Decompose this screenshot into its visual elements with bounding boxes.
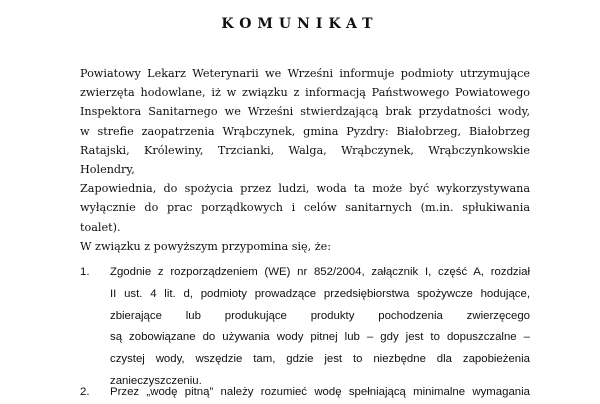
intro-paragraph: [80, 64, 530, 256]
list-item-line: Zgodnie z rozporządzeniem (WE) nr 852/2004, załącznik I, część A, rozdział: [110, 266, 530, 278]
intro-line: Inspektora Sanitarnego we Wrześni stwierdzającą brak przydatności wody,: [80, 105, 530, 119]
intro-line: wyłącznie do prac porządkowych i celów sanitarnych (m.in. spłukiwania toalet).: [80, 201, 530, 234]
list-item-line: Przez „wodę pitną” należy rozumieć wodę spełniającą minimalne wymagania: [110, 386, 530, 398]
list-item-number: 2.: [80, 386, 90, 398]
intro-line: w strefie zaopatrzenia Wrąbczynek, gmina Pyzdry: Białobrzeg, Białobrzeg: [80, 124, 530, 138]
intro-line: Powiatowy Lekarz Weterynarii we Wrześni informuje podmioty utrzymujące: [80, 67, 530, 80]
list-item-line: są zobowiązane do używania wody pitnej lub – gdy jest to dopuszczalne –: [110, 331, 530, 344]
list-item: [80, 262, 530, 393]
list-item-line: zanieczyszczeniu.: [110, 374, 202, 387]
list-item-line: zbierające lub produkujące produkty pochodzenia zwierzęcego: [110, 309, 530, 322]
list-item: [80, 382, 530, 404]
intro-line: Zapowiednia, do spożycia przez ludzi, woda ta może być wykorzystywana: [80, 182, 530, 196]
list-item-line: II ust. 4 lit. d, podmioty prowadzące przedsiębiorstwa spożywcze hodujące,: [110, 287, 530, 300]
intro-line: Ratajski, Królewiny, Trzcianki, Walga, Wrąbczynek, Wrąbczynkowskie Holendry,: [80, 143, 530, 177]
list-item-number: 1.: [80, 266, 90, 278]
intro-line: zwierzęta hodowlane, iż w związku z informacją Państwowego Powiatowego: [80, 86, 530, 100]
intro-line: W związku z powyższym przypomina się, że:: [80, 239, 332, 253]
list-item-line: czystej wody, wszędzie tam, gdzie jest to niezbędne dla zapobieżenia: [110, 353, 530, 366]
document-title: KOMUNIKAT: [221, 16, 379, 32]
